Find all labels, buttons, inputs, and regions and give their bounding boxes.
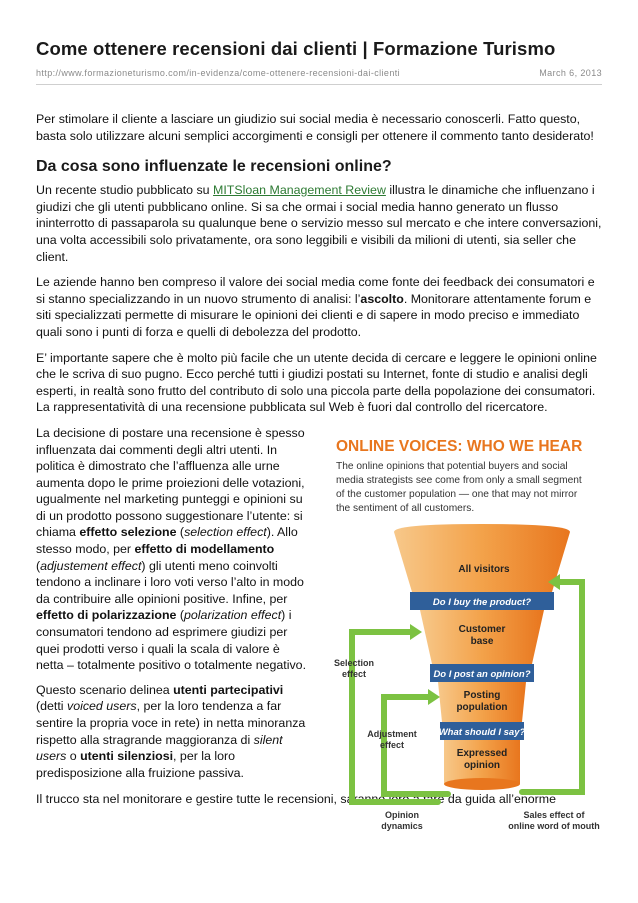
source-meta — [36, 68, 602, 85]
label-customer-base: base — [470, 635, 494, 647]
caption-line: the sentiment of all customers. — [336, 502, 475, 514]
source-url[interactable]: http://www.formazioneturismo.com/in-evidenza/come-ottenere-recensioni-dai-clienti — [36, 68, 401, 78]
question-say: What should I say? — [438, 726, 526, 738]
paragraph-listening — [36, 274, 602, 340]
funnel-top — [394, 524, 570, 592]
text: La decisione di postare una recensione è spesso influenzata dai commenti degli altri utenti. In politica è dimostrato che l’affluenza alle urne aumenta dopo le prime proiezioni delle votazioni, ugualmente nel marketing punteggi e opinioni su di un prodotto possono suggestionare l’utente: si chiama — [36, 425, 305, 540]
text: ) gli utenti meno coinvolti tendono a inclinare i loro voti verso l’alto in modo da contribuire alle opinioni positive. Infine, per — [36, 558, 304, 606]
paragraph-users — [36, 682, 308, 782]
italic-term: silent users — [36, 732, 283, 764]
label-adjustment-effect: effect — [379, 739, 405, 750]
italic-term: selection effect — [184, 525, 267, 540]
question-post: Do I post an opinion? — [433, 668, 531, 680]
page-title: Come ottenere recensioni dai clienti | Formazione Turismo — [36, 38, 556, 59]
funnel-bottom — [444, 778, 520, 790]
bold-term: effetto selezione — [79, 525, 177, 540]
publish-date: March 6, 2013 — [539, 68, 602, 78]
label-expressed-opinion: opinion — [463, 759, 501, 771]
question-buy: Do I buy the product? — [432, 596, 532, 608]
label-selection-effect: effect — [341, 668, 367, 679]
caption-line: of the customer population — one that may not mirror — [336, 488, 578, 500]
paragraph-study — [36, 182, 602, 265]
text: , per la loro tendenza a far sentire la propria voce in rete) in netta minoranza rispetto alla stragrande maggioranza di — [36, 699, 306, 747]
italic-term: adjustement effect — [40, 558, 142, 573]
text: , per la loro predisposizione alla fruizione passiva. — [36, 749, 245, 780]
paragraph-representativeness: E’ importante sapere che è molto più facile che un utente decida di cercare e leggere le opinioni online che le scriva di suo pugno. Ecco perché tutti i giudizi postati su Internet, fonte di studio e analisi degli esperti, in realtà sono frutto del contributo di solo una piccola parte della popolazione dei consumatori. La rappresentatività di una recensione pubblicata sul Web è fuori dal controllo del ricercatore. — [36, 350, 597, 415]
text: Un recente studio pubblicato su — [36, 183, 214, 198]
text: ( — [36, 558, 41, 573]
text: ( — [176, 525, 185, 540]
label-sales-effect: online word of mouth — [508, 820, 600, 831]
label-selection-effect: Selection — [333, 657, 375, 668]
bold-term: utenti silenziosi — [80, 749, 174, 764]
italic-term: voiced users — [67, 699, 137, 714]
label-opinion-dynamics: Opinion — [385, 809, 419, 820]
arrow-head — [410, 624, 422, 640]
bold-term: utenti partecipativi — [173, 682, 284, 697]
label-adjustment-effect: Adjustment — [367, 728, 417, 739]
paragraph-effects — [36, 425, 308, 674]
text: ). Allo stesso modo, per — [36, 525, 298, 557]
text: illustra le dinamiche che influenzano i giudizi che gli utenti pubblicano online. Si sa che ormai i social media hanno generato un flusso ininterrotto di passaparola su qualunque bene o servizio messo sul mercato e che intere conversazioni, una volta accessibili solo privatamente, ora sono leggibili e visibili da milioni di utenti, sia seller che client. — [36, 183, 602, 264]
caption-line: The online opinions that potential buyers and social — [336, 460, 568, 472]
paragraph-closing: Il trucco sta nel monitorare e gestire tutte le recensioni, saranno loro a fare da guida all’enorme — [36, 792, 557, 807]
label-posting-population: population — [456, 701, 508, 713]
label-opinion-dynamics: dynamics — [381, 820, 423, 831]
text: Questo scenario delinea — [36, 682, 174, 697]
online-voices-figure — [332, 432, 600, 837]
document-page — [36, 38, 602, 831]
label-posting-population: Posting — [463, 689, 501, 701]
text: . Monitorare attentamente forum e siti specializzati permette di misurare le opinioni dei clienti e di sapere in modo preciso e immediato quali sono i punti di forza e quelli di debolezza del prodotto. — [36, 291, 592, 339]
text: o — [66, 749, 81, 764]
bold-term: effetto di modellamento — [134, 542, 275, 557]
figure-caption — [336, 461, 582, 514]
intro-paragraph: Per stimolare il cliente a lasciare un giudizio sui social media è necessario conoscerli. Fatto questo, basta solo utilizzare alcuni semplici accorgimenti e consigli per ottenere il commento tanto desiderato! — [36, 112, 594, 143]
arrow-head — [428, 689, 440, 705]
label-sales-effect: Sales effect of — [523, 809, 585, 820]
label-all-visitors: All visitors — [458, 563, 510, 575]
caption-line: media strategists see come from only a small segment — [336, 474, 582, 486]
italic-term: polarization effect — [184, 608, 282, 623]
bold-term: effetto di polarizzazione — [36, 608, 177, 623]
mitsloan-link[interactable]: MITSloan Management Review — [213, 183, 386, 198]
left-column — [36, 425, 308, 781]
label-customer-base: Customer — [458, 623, 506, 635]
bold-term: ascolto — [360, 291, 404, 306]
text: (detti — [36, 699, 67, 714]
text: ( — [176, 608, 185, 623]
figure-title: ONLINE VOICES: WHO WE HEAR — [336, 437, 583, 455]
section-heading: Da cosa sono influenzate le recensioni online? — [36, 158, 392, 176]
label-expressed-opinion: Expressed — [456, 747, 508, 759]
text: ) i consumatori tendono ad esprimere giudizi per quei prodotti verso i quali la scala di valore è netta – totalmente positivo o totalmente negativo. — [36, 608, 307, 673]
text: Le aziende hanno ben compreso il valore dei social media come fonte dei feedback dei consumatori e si stanno specializzando in un nuovo strumento di analisi: l’ — [36, 275, 595, 306]
